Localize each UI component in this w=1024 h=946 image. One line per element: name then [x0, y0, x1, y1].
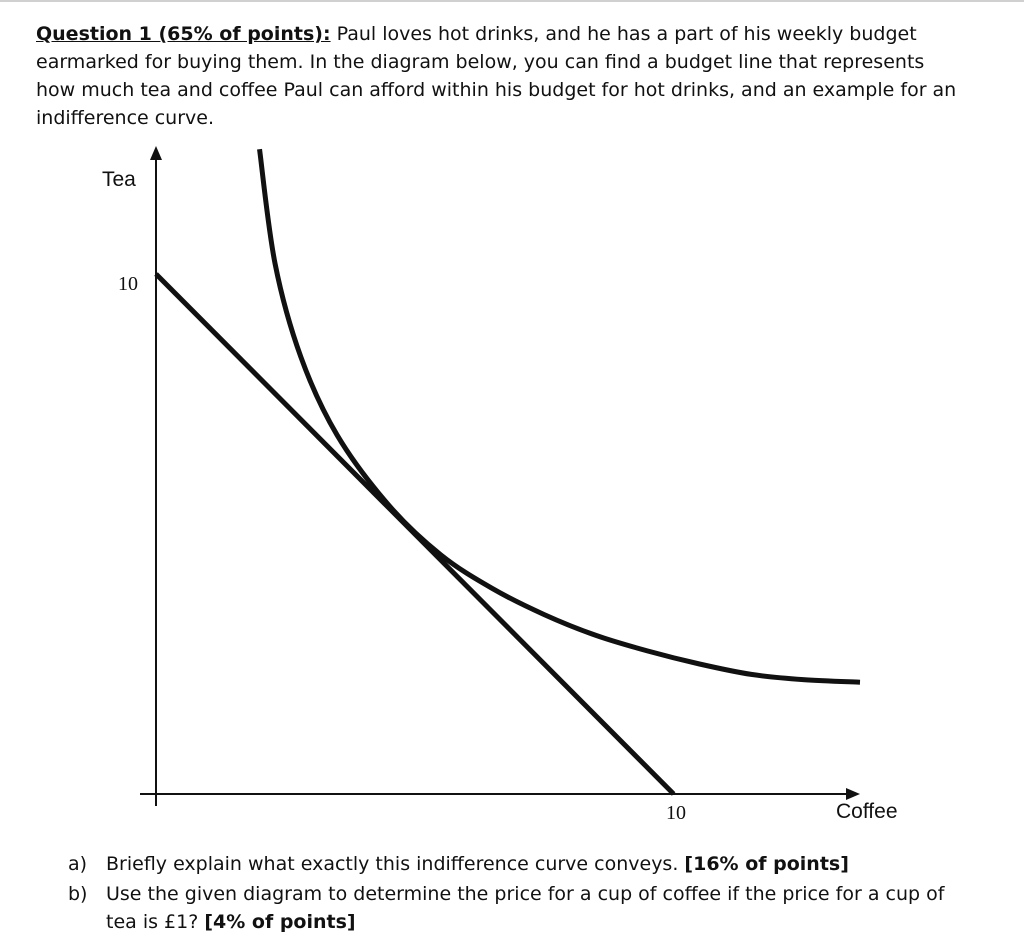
- x-axis-arrowhead: [846, 788, 860, 800]
- indifference-curve: [260, 149, 860, 682]
- x-axis-label: Coffee: [836, 800, 898, 823]
- y-tick-label: 10: [118, 273, 138, 295]
- subquestion-letter: b): [68, 883, 88, 905]
- subquestion-text: Briefly explain what exactly this indifference curve conveys.: [106, 853, 685, 875]
- y-axis-arrowhead: [150, 146, 162, 160]
- subquestion-points: [16% of points]: [684, 853, 849, 875]
- x-tick-label: 10: [666, 802, 686, 824]
- subquestion-letter: a): [68, 853, 88, 875]
- subquestion-text: Use the given diagram to determine the price for a cup of coffee if the price for a cup of tea is £1?: [106, 883, 945, 933]
- y-axis-label: Tea: [102, 168, 136, 191]
- subquestion-points: [4% of points]: [204, 911, 356, 933]
- question-text: Paul loves hot drinks, and he has a part of his weekly budget earmarked for buying them. In the diagram below, you can find a budget line that represents how much tea and coffee Paul can afford within his budget for hot drinks, and an example for an indifference curve.: [36, 23, 957, 129]
- question-heading: Question 1 (65% of points):: [36, 23, 331, 45]
